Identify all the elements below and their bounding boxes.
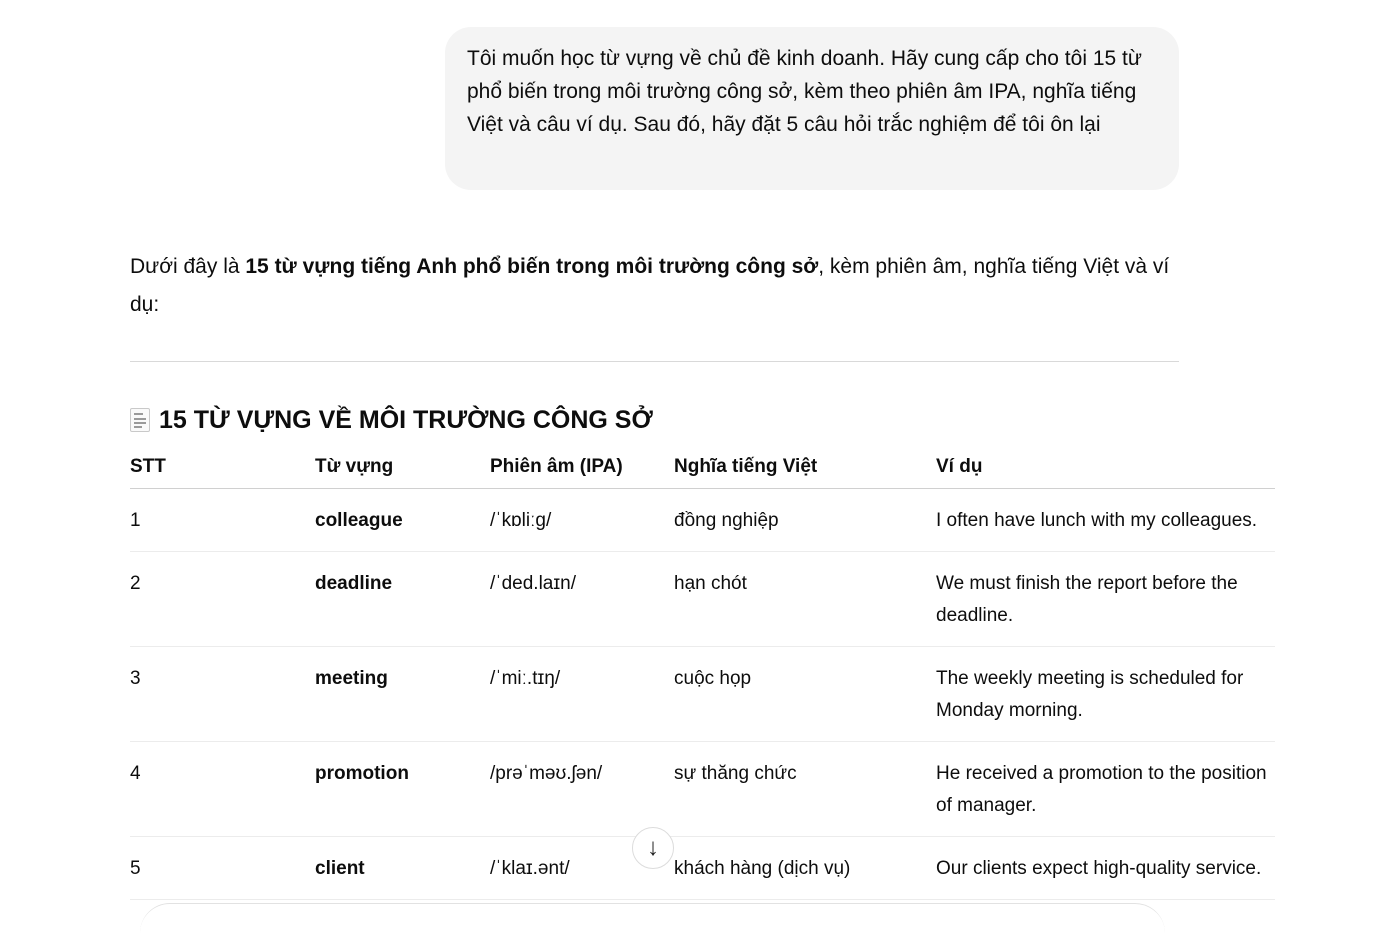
table-row bbox=[130, 647, 1275, 742]
arrow-down-icon: ↓ bbox=[647, 834, 659, 861]
cell-meaning: đồng nghiệp bbox=[674, 489, 936, 552]
section-heading bbox=[130, 402, 653, 438]
cell-no: 4 bbox=[130, 742, 315, 837]
assistant-intro bbox=[130, 248, 1190, 324]
intro-prefix: Dưới đây là bbox=[130, 255, 246, 278]
header-ipa: Phiên âm (IPA) bbox=[490, 446, 674, 489]
user-message-bubble bbox=[445, 27, 1179, 190]
table-header-row bbox=[130, 446, 1275, 489]
cell-example: Our clients expect high-quality service. bbox=[936, 837, 1275, 900]
cell-ipa: /ˈded.laɪn/ bbox=[490, 552, 674, 647]
cell-no: 1 bbox=[130, 489, 315, 552]
header-example: Ví dụ bbox=[936, 446, 1275, 489]
cell-word: colleague bbox=[315, 489, 490, 552]
cell-meaning: hạn chót bbox=[674, 552, 936, 647]
section-title: 15 TỪ VỰNG VỀ MÔI TRƯỜNG CÔNG SỞ bbox=[159, 405, 653, 434]
composer-edge bbox=[140, 903, 1165, 944]
cell-ipa: /ˈklaɪ.ənt/ bbox=[490, 837, 674, 900]
cell-no: 2 bbox=[130, 552, 315, 647]
table-row bbox=[130, 837, 1275, 900]
cell-word: client bbox=[315, 837, 490, 900]
table-row bbox=[130, 489, 1275, 552]
cell-meaning: cuộc họp bbox=[674, 647, 936, 742]
cell-example: I often have lunch with my colleagues. bbox=[936, 489, 1275, 552]
table-row bbox=[130, 552, 1275, 647]
intro-bold: 15 từ vựng tiếng Anh phổ biến trong môi trường công sở bbox=[245, 255, 819, 278]
cell-meaning: khách hàng (dịch vụ) bbox=[674, 837, 936, 900]
vocab-table bbox=[130, 446, 1275, 900]
header-word: Từ vựng bbox=[315, 446, 490, 489]
intro-suffix: , kèm phiên âm, nghĩa tiếng Việt và ví dụ: bbox=[130, 255, 1170, 316]
cell-ipa: /ˈmiː.tɪŋ/ bbox=[490, 647, 674, 742]
user-message-text: Tôi muốn học từ vựng về chủ đề kinh doanh. Hãy cung cấp cho tôi 15 từ phổ biến trong môi trường công sở, kèm theo phiên âm IPA, nghĩa tiếng Việt và câu ví dụ. Sau đó, hãy đặt 5 câu hỏi trắc nghiệm để tôi ôn lại bbox=[467, 47, 1142, 136]
cell-ipa: /ˈkɒliːɡ/ bbox=[490, 489, 674, 552]
header-meaning: Nghĩa tiếng Việt bbox=[674, 446, 936, 489]
cell-no: 3 bbox=[130, 647, 315, 742]
cell-example: We must finish the report before the deadline. bbox=[936, 552, 1275, 647]
cell-word: meeting bbox=[315, 647, 490, 742]
cell-word: promotion bbox=[315, 742, 490, 837]
table-row bbox=[130, 742, 1275, 837]
cell-word: deadline bbox=[315, 552, 490, 647]
header-stt: STT bbox=[130, 446, 315, 489]
memo-icon bbox=[130, 408, 150, 432]
cell-ipa: /prəˈməʊ.ʃən/ bbox=[490, 742, 674, 837]
cell-example: He received a promotion to the position of manager. bbox=[936, 742, 1275, 837]
cell-example: The weekly meeting is scheduled for Monday morning. bbox=[936, 647, 1275, 742]
cell-no: 5 bbox=[130, 837, 315, 900]
scroll-down-button[interactable] bbox=[632, 827, 674, 869]
cell-meaning: sự thăng chức bbox=[674, 742, 936, 837]
divider bbox=[130, 361, 1179, 362]
